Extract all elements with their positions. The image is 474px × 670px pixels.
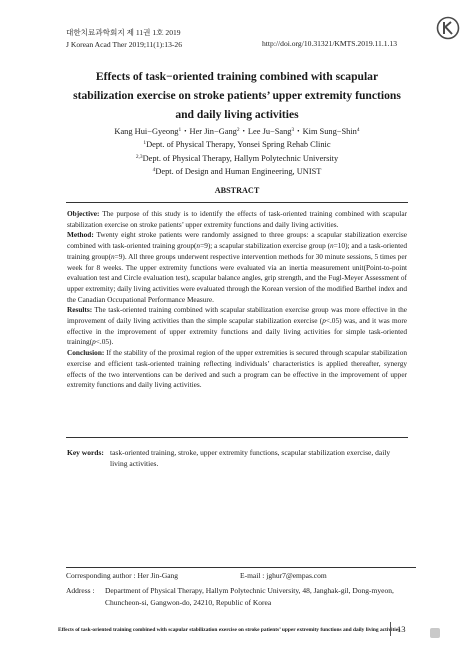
objective-label: Objective: bbox=[67, 209, 100, 218]
divider bbox=[66, 437, 408, 438]
correspondence-row bbox=[66, 570, 426, 582]
correspondence bbox=[66, 570, 426, 582]
title-line-3: and daily living activities bbox=[175, 108, 299, 121]
affiliation-text: Dept. of Design and Human Engineering, UNIST bbox=[155, 166, 322, 176]
page-corner-mark bbox=[430, 628, 440, 638]
author-name: Lee Ju−Sang bbox=[247, 127, 292, 136]
journal-korean-title: 대한치료과학회지 제 11권 1호 2019 bbox=[66, 28, 181, 37]
affiliation-text: Dept. of Physical Therapy, Yonsei Spring Rehab Clinic bbox=[146, 140, 331, 150]
affiliation bbox=[40, 138, 434, 151]
author-name: Kang Hui−Gyeong bbox=[114, 127, 179, 136]
method-text: =9); a scapular stabilization exercise group ( bbox=[200, 241, 331, 251]
running-title: Effects of task-oriented training combined with scapular stabilization exercise on stroke patients’ upper extremity functions and daily living activities bbox=[58, 627, 401, 633]
results-text: The task-oriented training combined with scapular stabilization exercise group was more effective in the improvement of daily living activities than the simple scapular stabilization exercise ( bbox=[67, 305, 407, 326]
abstract-results bbox=[67, 305, 407, 348]
abstract-objective bbox=[67, 209, 407, 230]
objective-text: The purpose of this study is to identify the effects of task-oriented training combined with scapular stabilization exercise on stroke patients’ upper extremity functions and daily living activities. bbox=[67, 209, 407, 229]
corresponding-author: Corresponding author : Her Jin-Gang bbox=[66, 571, 179, 580]
results-text: <.05). bbox=[95, 337, 114, 347]
abstract-body bbox=[67, 209, 407, 391]
affiliation-sup: 2,3 bbox=[135, 153, 143, 160]
author-sup: 4 bbox=[356, 127, 360, 133]
p-symbol: p bbox=[322, 316, 326, 326]
page-number: 13 bbox=[397, 624, 406, 634]
n-symbol: n bbox=[196, 241, 201, 251]
keywords-text: task-oriented training, stroke, upper extremity functions, scapular stabilization exercise, daily living activities. bbox=[110, 448, 391, 469]
affiliation bbox=[40, 152, 434, 165]
affiliation-sup: 4 bbox=[152, 166, 156, 173]
abstract-method bbox=[67, 230, 407, 305]
email-link[interactable]: E-mail : jghur7@empas.com bbox=[240, 571, 327, 580]
author-name: Her Jin−Gang bbox=[189, 127, 237, 136]
author-name: Kim Sung−Shin bbox=[302, 127, 357, 136]
abstract-heading: ABSTRACT bbox=[214, 186, 260, 195]
method-text: =9). All three groups underwent respective intervention methods for 30 minute sessions, 5 times per week for 8 weeks. The upper extremity functions were evaluated via an inertia measurement unit(Point-to-point evaluation test and Circle evaluation test), scapular balance angles, grip strength, and the Fugl-Meyer Assessment of upper extremity; daily living activities were evaluated through the Korean version of the modified Barthel index and the Canadian Occupational Performance Measure. bbox=[67, 251, 408, 304]
author-separator: ･ bbox=[241, 127, 246, 136]
keywords-block bbox=[67, 447, 407, 469]
n-symbol: n bbox=[330, 241, 334, 251]
results-label: Results: bbox=[67, 305, 93, 315]
journal-logo-icon bbox=[436, 16, 460, 40]
address-text: Department of Physical Therapy, Hallym Polytechnic University, 48, Janghak-gil, Dong-myeon, Chuncheon-si, Gangwon-do, 24210, Republic of Korea bbox=[105, 586, 394, 607]
affiliation-text: Dept. of Physical Therapy, Hallym Polytechnic University bbox=[142, 153, 339, 163]
title-line-2: stabilization exercise on stroke patients’ upper extremity functions bbox=[73, 89, 401, 102]
affiliation-sup: 1 bbox=[143, 140, 147, 147]
title-line-1: Effects of task−oriented training combined with scapular bbox=[95, 70, 379, 83]
author-separator: ･ bbox=[183, 127, 188, 136]
n-symbol: n bbox=[111, 251, 115, 261]
journal-header bbox=[66, 27, 182, 50]
paper-title bbox=[40, 67, 434, 124]
abstract-conclusion bbox=[67, 348, 407, 391]
author-separator: ･ bbox=[296, 127, 301, 136]
conclusion-label: Conclusion: bbox=[67, 348, 105, 358]
p-symbol: p bbox=[92, 337, 96, 347]
author-block bbox=[40, 125, 434, 178]
address-label: Address : bbox=[66, 586, 95, 595]
affiliation bbox=[40, 165, 434, 178]
author-sup: 1 bbox=[178, 127, 182, 133]
author-list bbox=[40, 125, 434, 138]
method-text: =10); and a task-oriented training group( bbox=[67, 241, 407, 261]
author-sup: 3 bbox=[291, 127, 295, 133]
doi-link[interactable]: http://doi.org/10.31321/KMTS.2019.11.1.13 bbox=[262, 39, 398, 48]
author-sup: 2 bbox=[236, 127, 240, 133]
method-text: Twenty eight stroke patients were randomly assigned to three groups: a scapular stabilization exercise combined with task-oriented training group( bbox=[67, 230, 407, 251]
divider bbox=[66, 567, 416, 568]
divider bbox=[66, 202, 408, 203]
keywords-label: Key words: bbox=[67, 448, 104, 457]
results-text: <.05) was, and it was more effective in the improvement of upper extremity functions and daily living activities for simple task-oriented training( bbox=[67, 316, 408, 347]
conclusion-text: If the stability of the proximal region of the upper extremities is secured through scapular stabilization exercise and efficient task-oriented training reflecting individuals’ characteristics is applied thereafter, synergy effects of the two interventions can be derived and such a program can be effective in the improvement of upper extremity functions and daily living activities. bbox=[67, 348, 407, 390]
journal-citation: J Korean Acad Ther 2019;11(1):13-26 bbox=[66, 39, 182, 49]
method-label: Method: bbox=[67, 230, 94, 240]
footer-divider bbox=[390, 622, 391, 636]
